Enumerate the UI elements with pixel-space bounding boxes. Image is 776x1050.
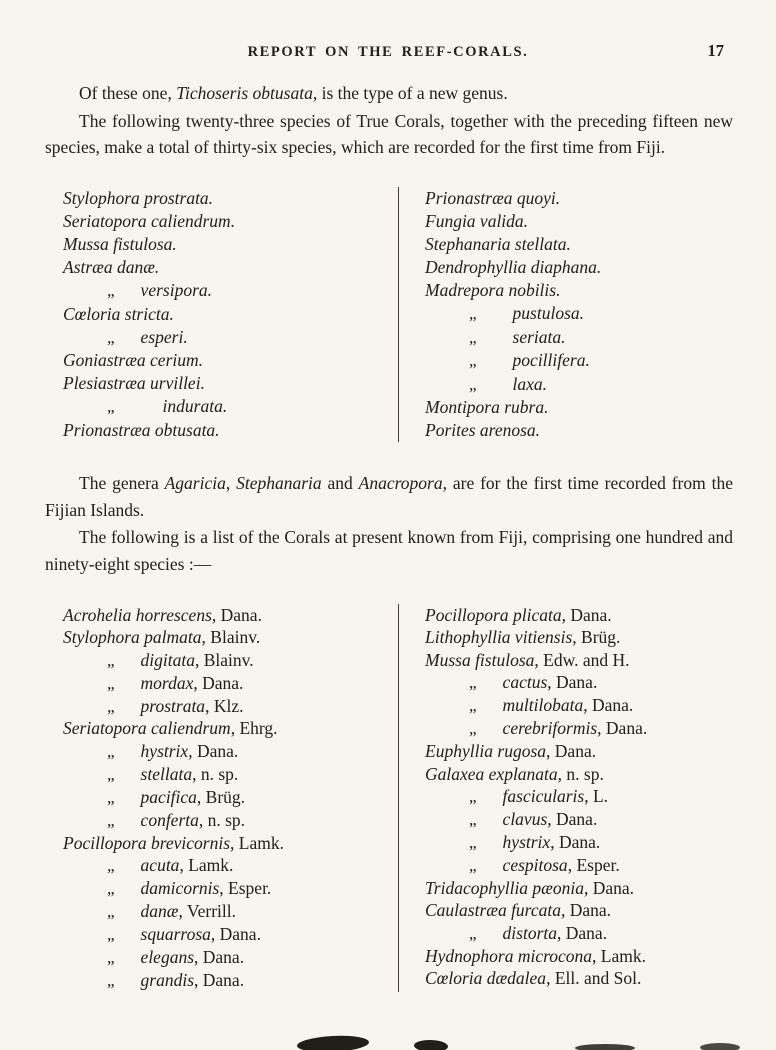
- species-name: squarrosa: [140, 924, 211, 945]
- species-name: prostrata: [140, 695, 206, 716]
- species-name: pocillifera.: [512, 350, 590, 371]
- ditto-mark: „: [469, 810, 477, 830]
- paragraph-text: , is the type of a new genus.: [312, 83, 508, 103]
- paragraph-species-count: [45, 108, 733, 161]
- ditto-mark: „: [469, 719, 477, 739]
- ditto-mark: „: [469, 855, 477, 875]
- species-list-item: [63, 740, 384, 763]
- species-authority: , Verrill.: [178, 901, 237, 922]
- ditto-mark: „: [107, 327, 115, 347]
- species-name: Fungia valida.: [425, 210, 529, 231]
- species-authority: , Dana.: [194, 969, 245, 990]
- ditto-mark: „: [107, 281, 115, 301]
- species-list-item: [425, 945, 733, 968]
- species-name: pacifica: [140, 786, 197, 807]
- species-name: Stylophora prostrata.: [63, 187, 214, 208]
- species-name: Plesiastræa urvillei.: [63, 373, 205, 394]
- species-name: Pocillopora brevicornis: [63, 832, 231, 853]
- species-list-item: [425, 785, 733, 808]
- paragraph-genera-first-records: [45, 470, 733, 523]
- species-list-item: [425, 740, 733, 763]
- ditto-mark: „: [469, 923, 477, 943]
- species-list-item: [63, 763, 384, 786]
- species-name: stellata: [140, 763, 193, 784]
- species-name: Lithophyllia vitiensis: [425, 627, 573, 648]
- species-name: hystrix: [140, 741, 189, 762]
- species-authority: , Blainv.: [201, 627, 261, 648]
- species-name: grandis: [140, 969, 195, 990]
- species-list-item: [63, 626, 384, 649]
- species-authority: , Dana.: [597, 718, 648, 739]
- species-list-item: [425, 831, 733, 854]
- ditto-mark: „: [107, 902, 115, 922]
- species-authority: , Brüg.: [196, 786, 246, 807]
- species-list-item: [63, 900, 384, 923]
- species-name: Porites arenosa.: [425, 420, 541, 441]
- species-name: Cœloria dædalea: [425, 968, 547, 989]
- species-name: Euphyllia rugosa: [425, 741, 547, 762]
- species-authority: , Dana.: [547, 809, 598, 830]
- ditto-mark: „: [107, 947, 115, 967]
- species-list-item: [425, 419, 733, 442]
- species-list-full: [63, 604, 733, 992]
- ditto-mark: „: [107, 764, 115, 784]
- species-name: Cœloria stricta.: [63, 303, 174, 324]
- species-name: Astræa danæ.: [63, 257, 160, 278]
- species-list-item: [63, 419, 384, 442]
- species-list-item: [425, 671, 733, 694]
- species-list-item: [425, 233, 733, 256]
- species-authority: , Dana.: [560, 900, 612, 921]
- species-name: seriata.: [512, 326, 566, 347]
- species-name: conferta: [140, 809, 199, 830]
- species-list-item: [425, 604, 733, 627]
- page-content: [45, 80, 733, 992]
- species-authority: , n. sp.: [198, 809, 246, 830]
- ditto-mark: „: [107, 673, 115, 693]
- species-list-item: [63, 695, 384, 718]
- species-list-item: [63, 717, 384, 740]
- species-name: Caulastræa furcata: [425, 900, 561, 921]
- species-authority: , Dana.: [557, 922, 608, 943]
- species-list-item: [63, 604, 384, 627]
- species-authority: , Dana.: [188, 741, 239, 762]
- species-authority: , n. sp.: [192, 763, 239, 784]
- paragraph-text: and: [321, 473, 359, 494]
- species-list-item: [63, 923, 384, 946]
- species-name: mordax: [140, 672, 194, 693]
- species-authority: , Dana.: [211, 604, 262, 625]
- species-list-item: [63, 786, 384, 809]
- paragraph-text: The following twenty-three species of True Corals, together with the preceding fifteen new species, make a total of thirty-six species, which are recorded for the first time from Fiji.: [45, 110, 733, 158]
- species-list-item: [63, 326, 384, 349]
- species-authority: , Lamk.: [230, 832, 284, 853]
- species-list-item: [63, 877, 384, 900]
- running-header: REPORT ON THE REEF-CORALS.: [247, 44, 529, 60]
- species-authority: , Brüg.: [572, 627, 621, 648]
- species-list-item: [425, 626, 733, 649]
- species-list-item: [425, 279, 733, 302]
- paragraph-text: ,: [225, 473, 237, 494]
- species-authority: , Dana.: [193, 672, 244, 693]
- species-name: damicornis: [140, 878, 220, 899]
- species-list-item: [63, 372, 384, 395]
- ditto-mark: „: [469, 327, 477, 347]
- species-list-item: [63, 303, 384, 326]
- species-list-item: [425, 717, 733, 740]
- species-name: Stephanaria stellata.: [425, 233, 571, 254]
- paragraph-text: , are for the first time recorded from the Fijian Islands.: [45, 473, 733, 520]
- species-name: cerebriformis: [502, 718, 598, 739]
- species-list-1-left-column: [63, 187, 398, 442]
- species-authority: , Klz.: [205, 695, 244, 716]
- species-name: cespitosa: [502, 854, 568, 875]
- species-authority: , Blainv.: [195, 649, 254, 670]
- species-authority: , Dana.: [561, 604, 612, 625]
- species-authority: , Esper.: [219, 878, 272, 899]
- species-authority: , Dana.: [550, 831, 601, 852]
- species-name: Prionastræa quoyi.: [425, 187, 561, 208]
- species-list-item: [425, 396, 733, 419]
- species-name: cactus: [502, 672, 548, 693]
- species-name: versipora.: [140, 280, 212, 301]
- species-name: Madrepora nobilis.: [425, 280, 561, 301]
- scan-artifact: [700, 1043, 740, 1050]
- species-name: laxa.: [512, 373, 548, 394]
- ditto-mark: „: [107, 925, 115, 945]
- paragraph-text: The following is a list of the Corals at present known from Fiji, comprising one hundred and ninety-eight species :—: [45, 527, 733, 574]
- species-list-item: [63, 809, 384, 832]
- species-authority: , Dana.: [210, 924, 261, 945]
- species-authority: , n. sp.: [557, 763, 604, 784]
- ditto-mark: „: [469, 832, 477, 852]
- species-name: elegans: [140, 946, 195, 967]
- species-list-item: [425, 899, 733, 922]
- species-name: Dendrophyllia diaphana.: [425, 257, 602, 278]
- species-name: Tridacophyllia pæonia: [425, 877, 584, 898]
- species-name: clavus: [502, 809, 548, 830]
- species-list-item: [425, 922, 733, 945]
- species-list-item: [425, 763, 733, 786]
- species-name: hystrix: [502, 831, 551, 852]
- species-authority: , Edw. and H.: [534, 649, 630, 670]
- species-list-item: [63, 233, 384, 256]
- species-authority: , Esper.: [567, 854, 620, 875]
- species-name: multilobata: [502, 695, 584, 716]
- ditto-mark: „: [469, 673, 477, 693]
- species-name: Acrohelia horrescens: [63, 604, 212, 625]
- species-list-item: [425, 877, 733, 900]
- ditto-mark: „: [107, 810, 115, 830]
- ditto-mark: „: [107, 742, 115, 762]
- ditto-mark: „: [107, 696, 115, 716]
- species-list-item: [425, 302, 733, 325]
- ditto-mark: „: [107, 650, 115, 670]
- species-name: Mussa fistulosa: [425, 649, 535, 670]
- species-authority: , Lamk.: [592, 945, 646, 966]
- ditto-mark: „: [469, 787, 477, 807]
- scan-artifact: [297, 1034, 370, 1050]
- species-authority: , Dana.: [547, 672, 598, 693]
- species-list-item: [425, 210, 733, 233]
- species-list-item: [63, 832, 384, 855]
- species-name: Seriatopora caliendrum: [63, 718, 231, 739]
- species-name: danæ: [140, 901, 179, 922]
- species-list-item: [425, 808, 733, 831]
- species-list-item: [425, 854, 733, 877]
- species-name: acuta: [140, 855, 180, 876]
- species-list-item: [63, 187, 384, 210]
- ditto-mark: „: [107, 879, 115, 899]
- species-authority: , L.: [584, 786, 609, 807]
- species-list-item: [63, 395, 384, 418]
- ditto-mark: „: [107, 970, 115, 990]
- species-name-inline: Tichoseris obtusata: [176, 83, 313, 103]
- paragraph-text: Of these one,: [79, 83, 177, 103]
- species-name-inline: Anacropora: [358, 473, 443, 494]
- species-list-item: [425, 326, 733, 349]
- species-list-item: [63, 672, 384, 695]
- species-list-item: [63, 854, 384, 877]
- species-name: Montipora rubra.: [425, 397, 549, 417]
- species-name: Mussa fistulosa.: [63, 233, 177, 254]
- species-name: Pocillopora plicata: [425, 604, 562, 625]
- ditto-mark: „: [107, 397, 115, 417]
- species-authority: , Dana.: [194, 946, 245, 967]
- species-list-first-records: [63, 187, 733, 442]
- species-name: pustulosa.: [512, 303, 585, 324]
- species-name: Stylophora palmata: [63, 627, 202, 648]
- species-name: Prionastræa obtusata.: [63, 419, 220, 440]
- species-list-item: [425, 649, 733, 672]
- species-list-item: [425, 694, 733, 717]
- species-list-2-left-column: [63, 604, 398, 992]
- scan-artifact: [575, 1044, 635, 1050]
- species-authority: , Ehrg.: [230, 718, 278, 739]
- species-name: digitata: [140, 649, 195, 670]
- species-name: indurata.: [162, 396, 228, 417]
- species-authority: , Dana.: [583, 695, 634, 716]
- species-name-inline: Agaricia: [164, 473, 226, 494]
- paragraph-new-genus: [45, 80, 733, 107]
- species-authority: , Dana.: [546, 741, 597, 762]
- species-name: Galaxea explanata: [425, 763, 558, 784]
- species-list-item: [63, 946, 384, 969]
- paragraph-full-list-intro: [45, 524, 733, 577]
- species-list-1-right-column: [398, 187, 733, 442]
- species-list-item: [63, 256, 384, 279]
- ditto-mark: „: [469, 304, 477, 324]
- species-authority: , Ell. and Sol.: [546, 968, 642, 989]
- species-authority: , Lamk.: [179, 855, 234, 876]
- species-list-item: [63, 279, 384, 302]
- paragraph-text: The genera: [79, 473, 165, 494]
- species-list-item: [425, 256, 733, 279]
- species-name-inline: Stephanaria: [236, 473, 322, 494]
- species-list-item: [425, 373, 733, 396]
- ditto-mark: „: [107, 787, 115, 807]
- species-list-item: [425, 967, 733, 990]
- species-list-item: [425, 349, 733, 372]
- page-number: 17: [707, 41, 724, 60]
- species-list-item: [425, 187, 733, 210]
- species-name: Seriatopora caliendrum.: [63, 210, 236, 231]
- species-list-item: [63, 649, 384, 672]
- species-name: fascicularis: [502, 786, 585, 807]
- species-name: esperi.: [140, 326, 188, 347]
- ditto-mark: „: [469, 696, 477, 716]
- species-name: distorta: [502, 922, 558, 943]
- species-list-item: [63, 349, 384, 372]
- species-list-item: [63, 210, 384, 233]
- scan-artifact: [414, 1039, 448, 1050]
- species-name: Hydnophora microcona: [425, 945, 593, 966]
- ditto-mark: „: [469, 374, 477, 394]
- species-list-item: [63, 969, 384, 992]
- species-list-2-right-column: [398, 604, 733, 992]
- ditto-mark: „: [469, 351, 477, 371]
- species-name: Goniastræa cerium.: [63, 350, 203, 371]
- species-authority: , Dana.: [583, 877, 635, 898]
- ditto-mark: „: [107, 856, 115, 876]
